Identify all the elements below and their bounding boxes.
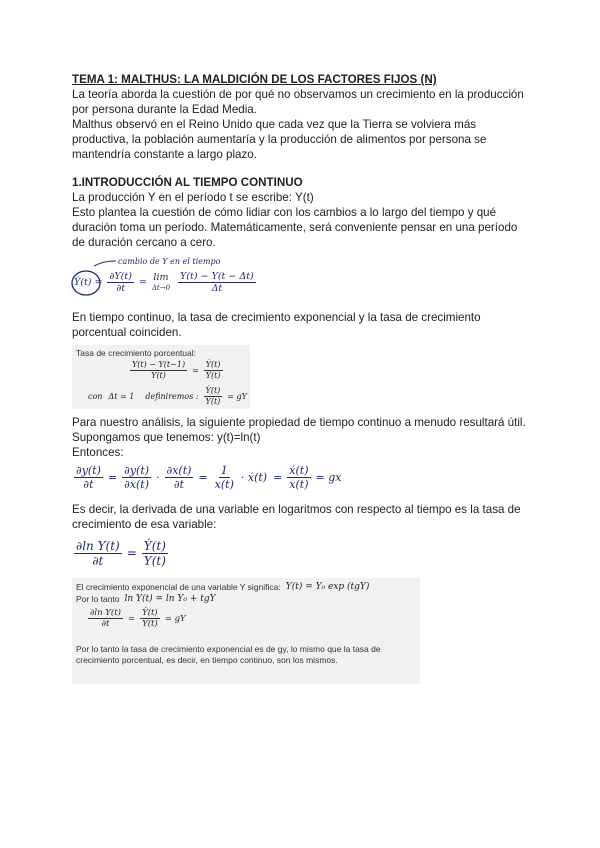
box2-d2: Y(t) [142,619,158,629]
continuous-paragraph: En tiempo continuo, la tasa de crecimiento exponencial y la tasa de crecimiento porcentual coinciden. [72,311,481,339]
growth-rate-box [72,345,250,409]
log-derivative-equation: $\frac{\text{∂ln Y(t)}}{\partial t}$ = $\frac{\text{Ẏ(t)}}{Y(t)}$ [76,538,166,568]
eq2-frac5 [287,464,310,491]
eq1-num2: Y(t) − Y(t − Δt) [180,271,254,282]
section-title: 1.INTRODUCCIÓN AL TIEMPO CONTINUO [72,176,303,189]
box2-line2-text: Por lo tanto [76,594,120,604]
eq2-frac3 [165,464,194,491]
production-paragraph: La producción Y en el período t se escribe: Y(t) [72,191,314,204]
handwritten-derivative-equation [72,254,532,306]
eq2-d5: x(t) [289,477,309,491]
eq2-mid: · ẋ(t) [240,470,268,484]
eq1-lhs: Ẏ(t) [74,277,92,288]
box2-line1 [76,582,369,593]
intro-paragraph-1: La teoría aborda la cuestión de por qué no observamos un crecimiento en la producción por persona durante la Edad Media. [72,88,524,116]
box1-fraction-2 [204,360,223,381]
eq1-equals: = [94,277,103,288]
eq1-fraction-1 [107,271,133,294]
box2-result: = gY [164,613,186,624]
suppose-paragraph: Supongamos que tenemos: y(t)=ln(t) [72,431,261,444]
eq2-result: = gx [315,470,342,484]
eq3-n1: ∂ln Y(t) [76,538,120,553]
box1-num1: Y(t) − Y(t−1) [132,360,186,369]
box2-line2 [76,594,216,605]
derivative-paragraph: Es decir, la derivada de una variable en logaritmos con respecto al tiempo es la tasa de crecimiento de esa variable: [72,503,521,531]
eq2-d2: ∂x(t) [124,477,150,491]
box1-num2: Ẏ(t) [205,360,221,369]
eq3-d2: Y(t) [143,553,166,568]
eq2-n5: ẋ(t) [289,463,309,477]
chain-rule-equation: $\frac{\partial y(t)}{\partial t}$ = $\frac{\partial y(t)}{\partial x(t)}$ · $\frac{\partial x(t)}{\partial t}$ = $\frac{1}{x(t)}$ · ẋ(t) = $\frac{\text{ẋ(t)}}{x(t)}$ = gx [76,463,342,491]
then-paragraph: Entonces: [72,446,124,459]
question-paragraph: Esto plantea la cuestión de cómo lidiar con los cambios a lo largo del tiempo y qué duración toma un período. Matemáticamente, será conveniente pensar en una período de duración cercano a cero. [72,206,518,249]
box1-den1: Y(t) [151,371,166,380]
box1-delta: Δt = 1 [108,391,135,401]
box2-n1: ∂ln Y(t) [90,608,121,618]
exponential-growth-box [72,578,420,684]
box1-con: con [88,391,103,401]
eq1-fraction-2 [178,271,256,294]
eq1-lim-sub: Δt→0 [151,283,171,292]
eq2-frac2 [122,464,151,491]
annotation-text: cambio de Y en el tiempo [118,257,221,266]
box1-fraction-3 [204,386,223,407]
eq2-d3: ∂t [173,477,185,491]
box2-line1-text: El crecimiento exponencial de una variable Y significa: [76,582,281,592]
box1-den2: Y(t) [205,371,221,380]
document-page [72,72,532,684]
box2-line2-math: ln Y(t) = ln Y₀ + tgY [124,594,216,604]
box2-conclusion: Por lo tanto la tasa de crecimiento exponencial es de gy, lo mismo que la tasa de crecimiento porcentual, es decir, en tiempo continuo, son los mismos. [76,644,381,665]
eq2-n2: ∂y(t) [124,463,150,477]
box2-frac1 [88,608,123,629]
eq1-limit [152,272,170,294]
eq2-n1: ∂y(t) [76,463,101,477]
box1-fraction-1 [130,360,187,381]
growth-rate-label: Tasa de crecimiento porcentual: [76,348,197,358]
eq2-frac1 [74,464,103,491]
growth-rate-equation [128,360,225,381]
eq3-frac2 [142,539,168,568]
box2-equation: $\frac{\text{∂ln Y(t)}}{\partial t}$ = $\frac{\text{Ẏ(t)}}{Y(t)}$ = gY [90,608,186,629]
eq2-n3: ∂x(t) [166,463,192,477]
box1-num3: Ẏ(t) [205,386,221,395]
eq3-d1: ∂t [92,553,104,568]
derivative-equation: Ẏ(t) = $\frac{\partial Y(t)}{\partial t}$ = lim Δt→0 $\frac{Y(t) - Y(t - \Delta t)}{\Delta t}$ [74,271,254,294]
eq3-frac1 [74,539,122,568]
box1-result: = gY [227,391,247,401]
page-title: TEMA 1: MALTHUS: LA MALDICIÓN DE LOS FACTORES FIJOS (N) [72,73,437,86]
eq2-d4: x(t) [214,477,234,491]
eq1-den2: Δt [211,283,223,294]
box1-def: definiremos : [145,391,199,401]
eq2-frac4 [213,464,236,491]
property-paragraph: Para nuestro análisis, la siguiente propiedad de tiempo continuo a menudo resultará útil. [72,416,526,429]
eq3-n2: Ẏ(t) [143,538,166,553]
eq2-dot: · [156,470,160,484]
box1-equals: = [192,365,199,375]
intro-paragraph-2: Malthus observó en el Reino Unido que cada vez que la Tierra se volviera más productiva, la población aumentaría y la producción de alimentos por persona se mantendría constante a largo plazo. [72,118,487,161]
box2-d1: ∂t [101,619,110,629]
eq1-num1: ∂Y(t) [109,271,132,282]
box2-line1-math: Y(t) = Y₀ exp (tgY) [285,582,370,592]
box2-n2: Ẏ(t) [142,608,158,618]
box2-frac2 [140,608,160,629]
eq1-den1: ∂t [116,283,126,294]
eq2-d1: ∂t [83,477,94,491]
eq2-n4: 1 [220,463,228,477]
box1-den3: Y(t) [205,397,221,406]
eq1-lim: lim [153,271,169,283]
growth-rate-definition [88,386,250,407]
